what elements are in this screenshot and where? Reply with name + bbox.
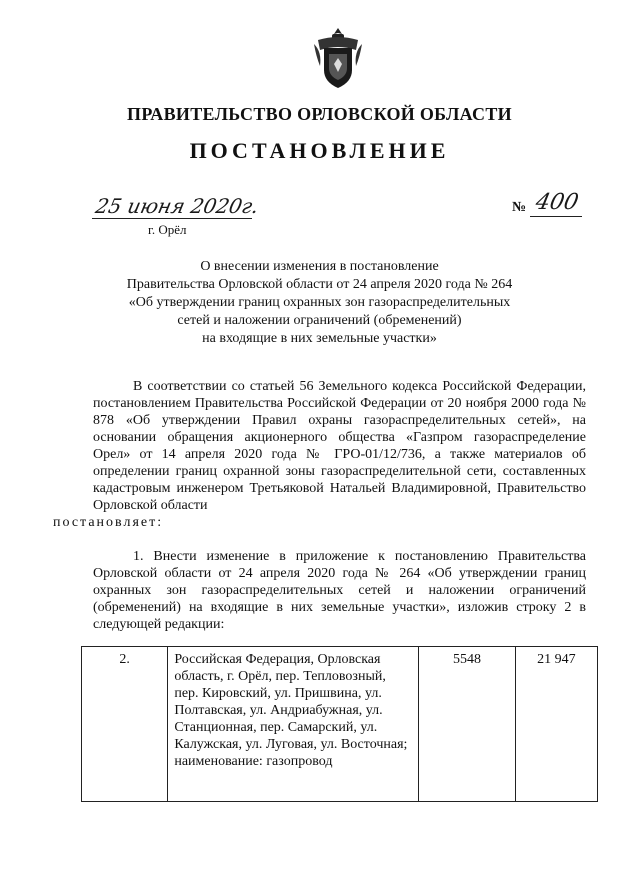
organization-title: ПРАВИТЕЛЬСТВО ОРЛОВСКОЙ ОБЛАСТИ	[127, 104, 512, 124]
row-value-2-cell: 21 947	[515, 647, 597, 802]
table-row	[82, 647, 598, 802]
preamble-paragraph	[53, 378, 586, 531]
title-line: «Об утверждении границ охранных зон газораспределительных	[128, 295, 511, 310]
number-label: №	[512, 200, 527, 215]
document-title	[0, 258, 639, 348]
row-number-cell: 2.	[82, 647, 168, 802]
date-underline	[92, 218, 252, 219]
clause-1-paragraph: 1. Внести изменение в приложение к постановлению Правительства Орловской области от 24 апреля 2020 года № 264 «Об утверждении границ охранных зон газораспределительных сетей и наложении ограничений (обременений) на входящие в них земельные участки», изложив строку 2 в следующей редакции:	[93, 549, 586, 632]
handwritten-number: 400	[533, 190, 581, 215]
number-underline	[530, 216, 582, 217]
row-value-1-cell: 5548	[419, 647, 515, 802]
title-line: Правительства Орловской области от 24 апреля 2020 года № 264	[126, 277, 513, 292]
coat-of-arms-emblem	[312, 26, 364, 90]
title-line: на входящие в них земельные участки»	[202, 331, 437, 346]
title-line: сетей и наложении ограничений (обременений)	[177, 313, 462, 328]
city-label: г. Орёл	[148, 222, 187, 237]
document-type: ПОСТАНОВЛЕНИЕ	[189, 138, 450, 163]
preamble-text: В соответствии со статьей 56 Земельного кодекса Российской Федерации, постановлением Правительства Российской Федерации от 20 ноября 2000 года № 878 «Об утверждении Правил охраны газораспределительных сетей», на основании обращения акционерного общества «Газпром газораспределение Орел» от 14 апреля 2020 года № ГРО-01/12/736, а также материалов об определении границ охранной зоны газораспределительной сети, составленных кадастровым инженером Третьяковой Натальей Владимировной, Правительство Орловской области	[93, 379, 586, 513]
resolves-word: постановляет:	[53, 515, 164, 530]
amendment-table	[81, 646, 598, 802]
row-description-cell: Российская Федерация, Орловская область, г. Орёл, пер. Тепловозный, пер. Кировский, ул. Пришвина, ул. Полтавская, ул. Андриабужная, ул. Станционная, пер. Самарский, ул. Калужская, ул. Луговая, ул. Восточная; наименование: газопровод	[168, 647, 419, 802]
title-line: О внесении изменения в постановление	[200, 259, 439, 274]
handwritten-date: 25 июня 2020г.	[93, 194, 261, 218]
